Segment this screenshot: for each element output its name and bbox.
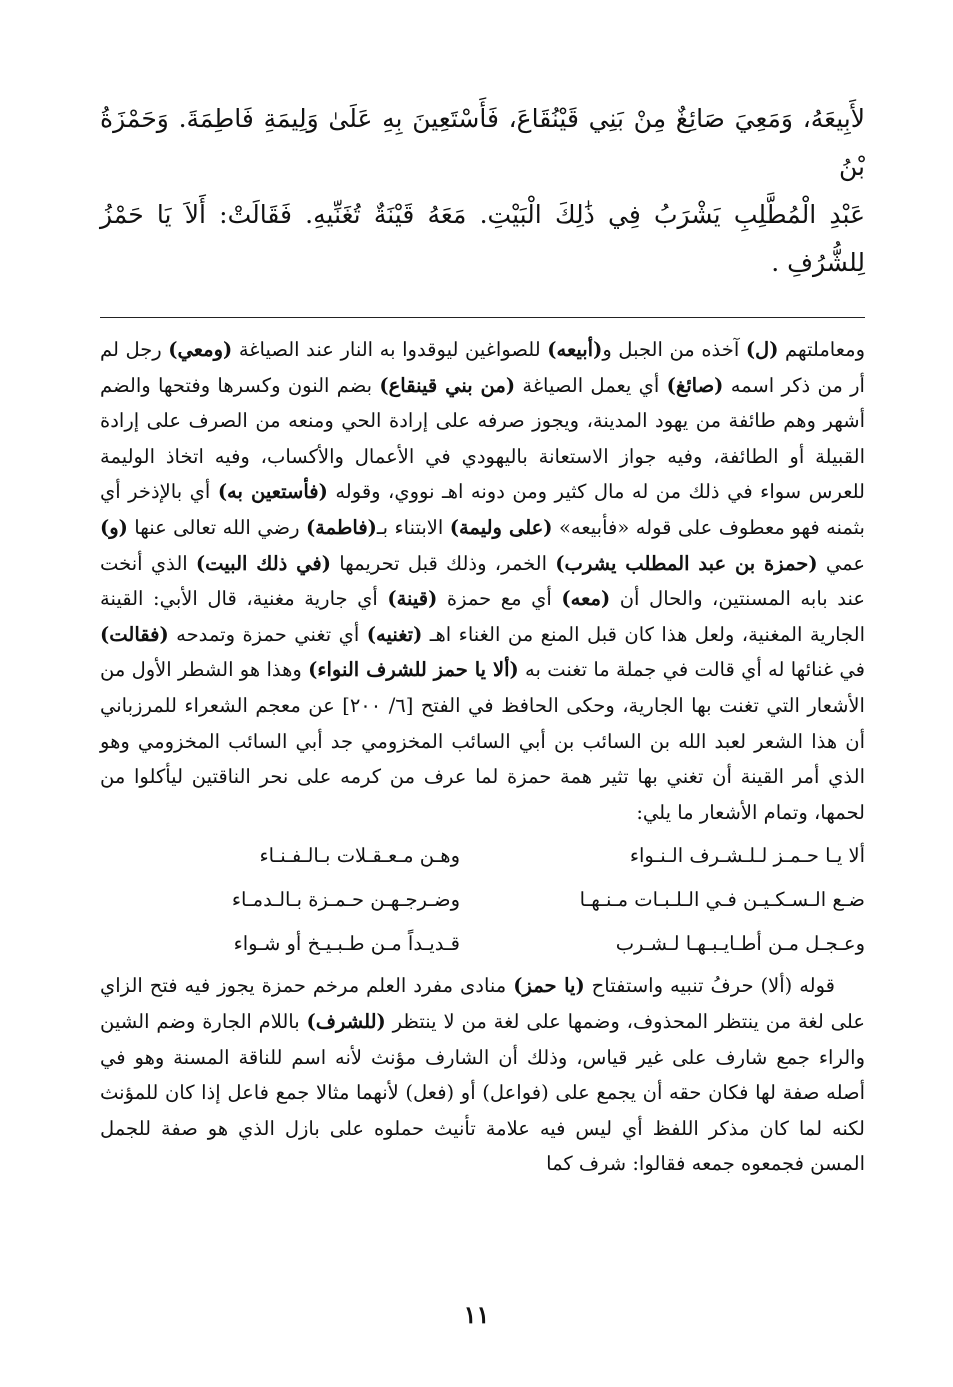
bold-term: (قينة) [387, 587, 438, 611]
verse-first-hemistich: ألا يـا حـمـز لـلـشـرف الـنـواء [629, 844, 865, 868]
verse-second-hemistich: وهـن مـعـقـلات بـالـفـنـاء [259, 844, 460, 868]
text-run: قوله (ألا) حرفُ تنبيه واستفتاح [584, 974, 836, 998]
text-run: آخذه من الجبل و [602, 338, 746, 361]
page-number: ١١ [463, 1300, 490, 1329]
poem-verse [100, 922, 865, 966]
bold-term: (ل) [745, 338, 779, 361]
hadith-line: لأَبِيعَهُ، وَمَعِيَ صَائِغٌ مِنْ بَنِي قَيْنُقَاعَ، فَأَسْتَعِينَ بِهِ عَلَىٰ وَلِيمَةِ فَاطِمَةَ. وَحَمْزَةُ بْنُ [100, 104, 865, 181]
text-run: الذي أنخت عند بابه المسنتين، والحال أن [100, 551, 865, 611]
text-run: أي مع حمزة [437, 587, 562, 611]
commentary-paragraph [100, 332, 865, 830]
commentary-paragraph [100, 968, 865, 1182]
text-run: باللام الجارة وضم الشين والراء جمع شارف على غير قياس، وذلك أن الشارف مؤنث لأنه اسم للناقة المسنة وهو في أصله صفة لها فكان حقه أن يجمع على (فواعل) أو (فعل) لأنهما مثالا جمع فاعل إذا كان للمؤنث لكنه لما كان مذكر اللفظ أي ليس فيه علامة تأنيث حملوه على بازل الذي هو صفة للجمل المسن فجمعوه جمعه فقالوا: شرف كما [100, 1009, 865, 1176]
text-run: أي جارية مغنية، قال الأبي: القينة الجارية المغنية، ولعل هذا كان قبل المنع من الغناء اهـ [100, 587, 866, 646]
bold-term: (معه) [561, 587, 611, 611]
text-run: وهذا هو الشطر الأول من الأشعار التي تغنت بها الجارية، وحكى الحافظ في الفتح [٦/ ٢٠٠] عن معجم الشعراء للمرزباني أن هذا الشعر لعبد الله بن السائب بن أبي السائب المخزومي جد أبي السائب المخزومي وهو الذي أمر القينة أن تغني بها تثير همة حمزة لما عرف من كرمه على نحر الناقتين ليأكلوا من لحمها، وتمام الأشعار ما يلي: [100, 658, 865, 824]
bold-term: (في ذلك البيت) [195, 551, 331, 575]
text-run: الخمر، وذلك قبل تحريمها [330, 551, 556, 575]
bold-term: (على وليمة) [449, 515, 553, 539]
verse-first-hemistich: وعـجـل مـن أطـايـبـهـا لـشـرب [615, 932, 865, 956]
bold-term: (أبيعه) [547, 338, 603, 361]
text-run: منادى مفرد العلم مرخم حمزة يجوز فيه فتح الزاي على لغة من ينتظر المحذوف، وضمها على لغة من لا ينتظر [100, 974, 865, 1033]
commentary-text [100, 332, 865, 1182]
text-run: أي تغني حمزة وتمدحه [168, 622, 367, 646]
bold-term: (ومعي) [168, 338, 233, 361]
bold-term: (يا حمز) [513, 974, 585, 998]
text-run: أي يعمل الصياغة [515, 373, 667, 397]
text-run: عمي [817, 551, 865, 575]
bold-term: (فاطمة) [305, 515, 377, 539]
bold-term: (للشرف) [306, 1009, 386, 1033]
text-run: أي بالإذخر أي بثمنه فهو معطوف على قوله «فأبيعه» [100, 480, 865, 539]
text-run: ومعاملتهم [778, 338, 865, 361]
verse-second-hemistich: وضـرجـهـن حـمـزة بـالـدمـاء [231, 888, 460, 912]
poem-verse [100, 834, 865, 878]
bold-term: (ألا يا حمز للشرف النواء) [308, 658, 519, 682]
bold-term: (من بني قينقاع) [379, 373, 516, 397]
bold-term: (و) [100, 515, 128, 539]
bold-term: (فقالت) [100, 622, 169, 646]
text-run: الابتناء بـ [376, 515, 450, 539]
bold-term: (حمزة بن عبد المطلب يشرب) [555, 551, 818, 575]
text-run: رضي الله تعالى عنها [127, 515, 306, 539]
hadith-text [100, 95, 865, 287]
bold-term: (تغنيه) [366, 622, 423, 646]
footnote-divider [100, 317, 865, 318]
text-run: رجل لم أر من ذكر اسمه [100, 338, 865, 397]
text-run: بضم النون وكسرها وفتحها والضم أشهر وهم طائفة من يهود المدينة، ويجوز صرفه على إرادة الحي ومنعه من الصرف على إرادة القبيلة أو الطائفة، وفيه جواز الاستعانة باليهودي في الأعمال والأكساب، وفيه اتخاذ الوليمة للعرس سواء في ذلك من له مال كثير ومن دونه اهـ نووي، وقوله [100, 373, 866, 504]
text-run: للصواغين ليوقدوا به النار عند الصياغة [232, 338, 548, 361]
text-run: في غنائها له أي قالت في جملة ما تغنت به [518, 658, 865, 682]
poem [100, 834, 865, 966]
hadith-line: عَبْدِ الْمُطَّلِبِ يَشْرَبُ فِي ذَٰلِكَ الْبَيْتِ. مَعَهُ قَيْنَةٌ تُغَنِّيهِ. فَقَالَتْ: أَلاَ يَا حَمْزُ لِلشُّرُفِ . [100, 200, 865, 277]
bold-term: (فأستعين به) [217, 480, 328, 504]
poem-verse [100, 878, 865, 922]
verse-second-hemistich: قـديـداً مـن طـبـيـخ أو شـواء [233, 932, 460, 956]
verse-first-hemistich: ضـع الـسـكـيـن فـي الـلـبـات مـنـهـا [579, 888, 865, 912]
bold-term: (صائغ) [666, 373, 724, 397]
